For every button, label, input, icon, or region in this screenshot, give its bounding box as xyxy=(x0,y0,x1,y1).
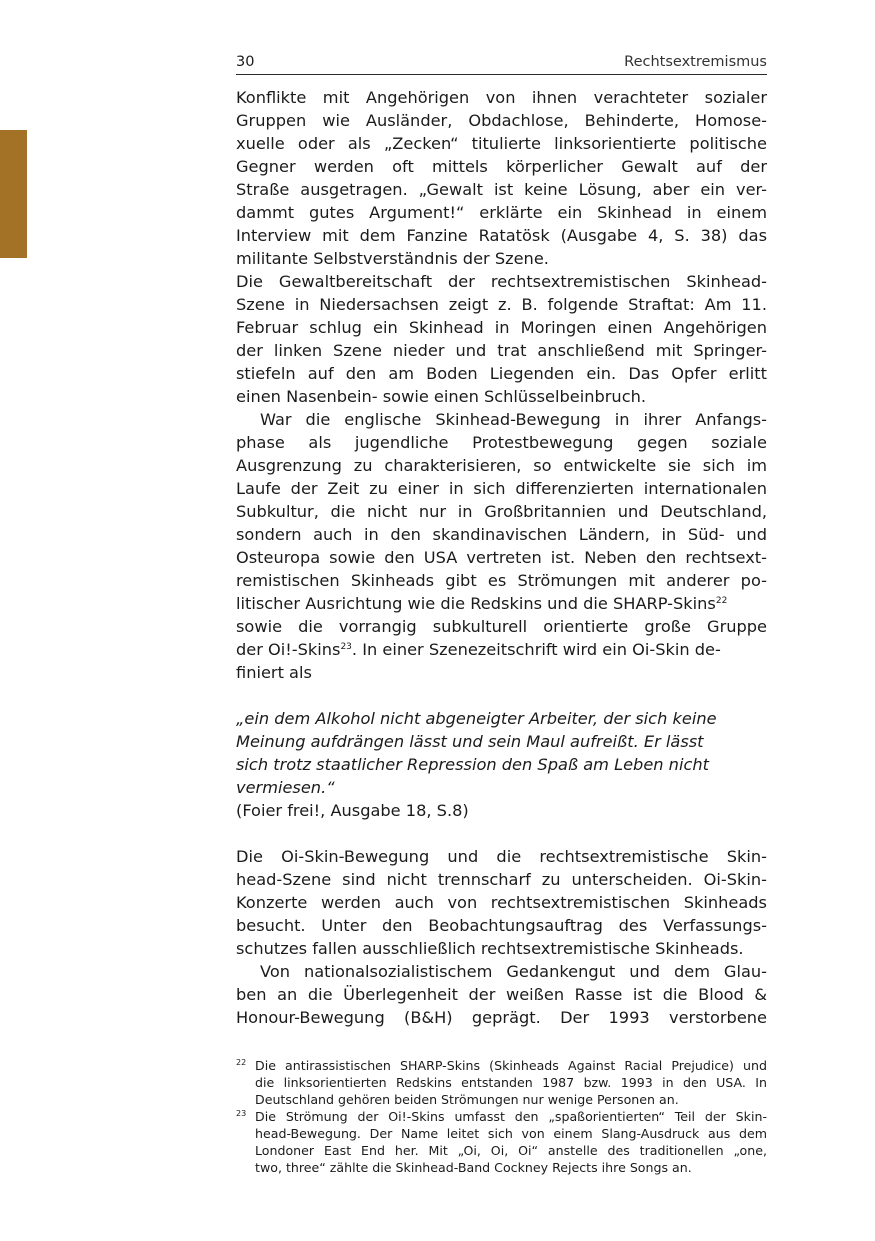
quote-line: „ein dem Alkohol nicht abgeneigter Arbeiter, der sich keine xyxy=(236,709,717,728)
quote-source: (Foier frei!, Ausgabe 18, S.8) xyxy=(236,801,469,820)
text-line: Die Gewaltbereitschaft der rechtsextremistischen Skinhead- xyxy=(236,272,767,291)
footnote-line: two, three“ zählte die Skinhead-Band Cockney Rejects ihre Songs an. xyxy=(255,1160,692,1175)
text-line: Szene in Niedersachsen zeigt z. B. folgende Straftat: Am 11. xyxy=(236,295,767,314)
text-line: Laufe der Zeit zu einer in sich differenzierten internationalen xyxy=(236,479,767,498)
footnote-line: Die Strömung der Oi!-Skins umfasst den „spaßorientierten“ Teil der Skin- xyxy=(255,1109,767,1124)
text-line: der linken Szene nieder und trat anschließend mit Springer- xyxy=(236,341,767,360)
text-line: Interview mit dem Fanzine Ratatösk (Ausgabe 4, S. 38) das xyxy=(236,226,767,245)
block-quote xyxy=(236,707,767,799)
running-title: Rechtsextremismus xyxy=(624,54,767,70)
text-segment: . In einer Szenezeitschrift wird ein Oi-Skin de- xyxy=(351,640,721,659)
running-header xyxy=(236,52,767,75)
text-line: stiefeln auf den am Boden Liegenden ein. Das Opfer erlitt xyxy=(236,364,767,383)
quote-line: vermiesen.“ xyxy=(236,778,335,797)
quote-line: Meinung aufdrängen lässt und sein Maul aufreißt. Er lässt xyxy=(236,732,704,751)
text-line: finiert als xyxy=(236,663,312,682)
text-line: Gruppen wie Ausländer, Obdachlose, Behinderte, Homose- xyxy=(236,111,767,130)
text-line: dammt gutes Argument!“ erklärte ein Skinhead in einem xyxy=(236,203,767,222)
text-line: einen Nasenbein- sowie einen Schlüsselbeinbruch. xyxy=(236,387,646,406)
text-line: xuelle oder als „Zecken“ titulierte linksorientierte politische xyxy=(236,134,767,153)
text-line: Die Oi-Skin-Bewegung und die rechtsextremistische Skin- xyxy=(236,847,767,866)
text-line xyxy=(236,638,767,661)
text-line: schutzes fallen ausschließlich rechtsextremistische Skinheads. xyxy=(236,939,744,958)
text-line xyxy=(236,592,767,615)
text-line: Honour-Bewegung (B&H) geprägt. Der 1993 verstorbene xyxy=(236,1008,767,1027)
footnote-line: die linksorientierten Redskins entstanden 1987 bzw. 1993 in den USA. In xyxy=(255,1075,767,1090)
text-line: Februar schlug ein Skinhead in Moringen einen Angehörigen xyxy=(236,318,767,337)
footnote-ref-23[interactable]: 23 xyxy=(340,642,352,652)
page-number: 30 xyxy=(236,54,255,70)
text-line: Straße ausgetragen. „Gewalt ist keine Lösung, aber ein ver- xyxy=(236,180,767,199)
text-line: head-Szene sind nicht trennscharf zu unterscheiden. Oi-Skin- xyxy=(236,870,767,889)
text-line: Osteuropa sowie den USA vertreten ist. Neben den rechtsext- xyxy=(236,548,767,567)
text-line: Subkultur, die nicht nur in Großbritannien und Deutschland, xyxy=(236,502,767,521)
paragraph-gap xyxy=(236,684,767,707)
text-line: ben an die Überlegenheit der weißen Rasse ist die Blood & xyxy=(236,985,767,1004)
footnote-mark: 23 xyxy=(236,1109,247,1118)
footnote-23 xyxy=(236,1108,767,1176)
text-line: militante Selbstverständnis der Szene. xyxy=(236,249,549,268)
footnote-line: Deutschland gehören beiden Strömungen nur wenige Personen an. xyxy=(255,1092,679,1107)
footnote-line: Die antirassistischen SHARP-Skins (Skinheads Against Racial Prejudice) und xyxy=(255,1058,767,1073)
text-line: Gegner werden oft mittels körperlicher Gewalt auf der xyxy=(236,157,767,176)
text-line: phase als jugendliche Protestbewegung gegen soziale xyxy=(236,433,767,452)
text-line: Ausgrenzung zu charakterisieren, so entwickelte sie sich im xyxy=(236,456,767,475)
body-text xyxy=(236,86,767,1029)
text-segment: der Oi!-Skins xyxy=(236,640,341,659)
text-line: War die englische Skinhead-Bewegung in ihrer Anfangs- xyxy=(260,410,767,429)
footnote-line: Londoner East End her. Mit „Oi, Oi, Oi“ anstelle des traditionellen „one, xyxy=(255,1143,767,1158)
footnote-mark: 22 xyxy=(236,1058,247,1067)
paragraph-gap xyxy=(236,822,767,845)
quote-line: sich trotz staatlicher Repression den Spaß am Leben nicht xyxy=(236,755,709,774)
text-line: Konflikte mit Angehörigen von ihnen verachteter sozialer xyxy=(236,88,767,107)
text-segment: litischer Ausrichtung wie die Redskins und die SHARP-Skins xyxy=(236,594,716,613)
text-line: Konzerte werden auch von rechtsextremistischen Skinheads xyxy=(236,893,767,912)
text-line: Von nationalsozialistischem Gedankengut und dem Glau- xyxy=(260,962,767,981)
text-line: remistischen Skinheads gibt es Strömungen mit anderer po- xyxy=(236,571,767,590)
text-line: sowie die vorrangig subkulturell orientierte große Gruppe xyxy=(236,617,767,636)
text-line: sondern auch in den skandinavischen Ländern, in Süd- und xyxy=(236,525,767,544)
footnote-22 xyxy=(236,1057,767,1108)
chapter-tab-marker xyxy=(0,130,27,258)
footnotes xyxy=(236,1057,767,1176)
text-line: besucht. Unter den Beobachtungsauftrag des Verfassungs- xyxy=(236,916,767,935)
footnote-line: head-Bewegung. Der Name leitet sich von einem Slang-Ausdruck aus dem xyxy=(255,1126,767,1141)
footnote-ref-22[interactable]: 22 xyxy=(715,596,728,606)
